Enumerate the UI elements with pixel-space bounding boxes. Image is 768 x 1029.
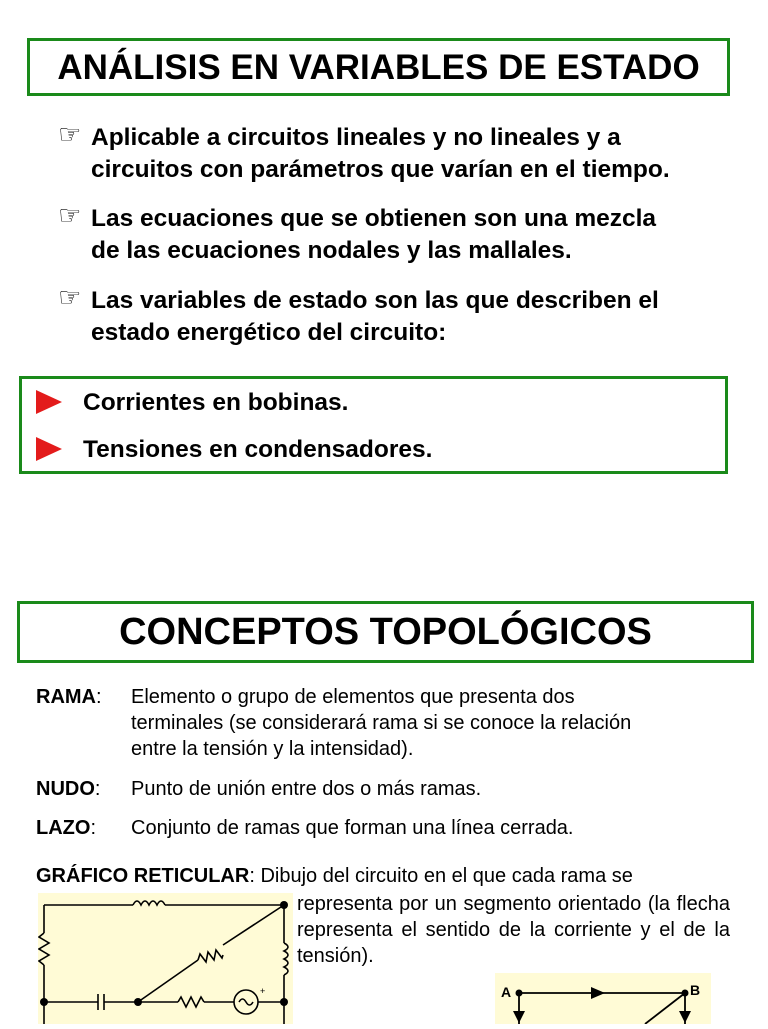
- bullet-line: estado energético del circuito:: [91, 319, 447, 346]
- state-variable-label: Tensiones en condensadores.: [83, 436, 433, 463]
- state-variable-item: [36, 436, 432, 464]
- node: [280, 998, 288, 1006]
- pointing-hand-icon: ☞: [58, 282, 82, 312]
- arrow-head-icon: [679, 1011, 691, 1023]
- graph-label-a: A: [501, 984, 512, 1000]
- definition-line: entre la tensión y la intensidad).: [131, 738, 414, 760]
- section1-title: ANÁLISIS EN VARIABLES DE ESTADO: [57, 48, 700, 87]
- definition-separator: :: [96, 686, 102, 708]
- definition-term: GRÁFICO RETICULAR: [36, 865, 250, 887]
- definition-separator: :: [249, 865, 255, 887]
- definition-grafico-reticular: [36, 863, 736, 889]
- red-arrow-icon: [36, 437, 62, 461]
- arrow-head-icon: [591, 987, 605, 999]
- definition-line: terminales (se considerará rama si se conoce la relación: [131, 712, 632, 734]
- definition-separator: :: [90, 817, 96, 839]
- definition-lazo: [36, 815, 574, 841]
- graph-node-b: [682, 990, 689, 997]
- graph-edge: [645, 993, 685, 1024]
- grafico-description: representa por un segmento orientado (la flecha representa el sentido de la corriente y el de la tensión).: [297, 893, 730, 967]
- node: [40, 998, 48, 1006]
- inductor-icon: [133, 901, 165, 905]
- bullet-line: Aplicable a circuitos lineales y no lineales y a: [91, 124, 621, 151]
- state-variables-box: [19, 376, 728, 474]
- definition-nudo: [36, 776, 482, 802]
- definition-body: Dibujo del circuito en el que cada rama se: [260, 865, 633, 887]
- node: [134, 998, 142, 1006]
- bullet-line: Las ecuaciones que se obtienen son una mezcla: [91, 205, 657, 232]
- wire: [223, 905, 284, 945]
- section1-title-box: [27, 38, 730, 96]
- bullet-line: de las ecuaciones nodales y las mallales.: [91, 237, 572, 264]
- section2-title: CONCEPTOS TOPOLÓGICOS: [119, 611, 652, 653]
- graph-label-b: B: [690, 982, 701, 998]
- node: [280, 901, 288, 909]
- section2-title-box: [17, 601, 754, 663]
- definition-body: Punto de unión entre dos o más ramas.: [131, 778, 482, 800]
- definition-body: [131, 684, 711, 762]
- definition-body: Conjunto de ramas que forman una línea cerrada.: [131, 817, 574, 839]
- circuit-diagram: [38, 893, 293, 1024]
- wire: [138, 960, 198, 1002]
- capacitor-icon: [98, 994, 104, 1010]
- bullet-item: [58, 200, 748, 267]
- pointing-hand-icon: ☞: [58, 119, 82, 149]
- svg-text:+: +: [260, 986, 266, 996]
- resistor-icon: [39, 933, 49, 965]
- bullet-line: Las variables de estado son las que describen el: [91, 287, 659, 314]
- definition-line: Elemento o grupo de elementos que presenta dos: [131, 686, 575, 708]
- red-arrow-icon: [36, 390, 62, 414]
- inductor-icon: [284, 943, 288, 975]
- directed-graph: [495, 973, 711, 1024]
- arrow-head-icon: [513, 1011, 525, 1023]
- definition-separator: :: [94, 778, 101, 800]
- state-variable-item: [36, 389, 348, 417]
- pointing-hand-icon: ☞: [58, 200, 82, 230]
- resistor-icon: [178, 997, 204, 1007]
- resistor-icon: [198, 950, 223, 962]
- bullet-line: circuitos con parámetros que varían en el tiempo.: [91, 156, 670, 183]
- definition-term: LAZO: [36, 817, 91, 839]
- circuit-svg: [38, 893, 293, 1024]
- definition-term: RAMA: [36, 686, 96, 708]
- definition-term: NUDO: [36, 778, 95, 800]
- definition-rama: [36, 684, 632, 760]
- bullet-item: [58, 282, 748, 349]
- state-variable-label: Corrientes en bobinas.: [83, 389, 349, 416]
- bullet-item: [58, 119, 748, 186]
- graph-node-a: [516, 990, 523, 997]
- graph-svg: [495, 973, 711, 1024]
